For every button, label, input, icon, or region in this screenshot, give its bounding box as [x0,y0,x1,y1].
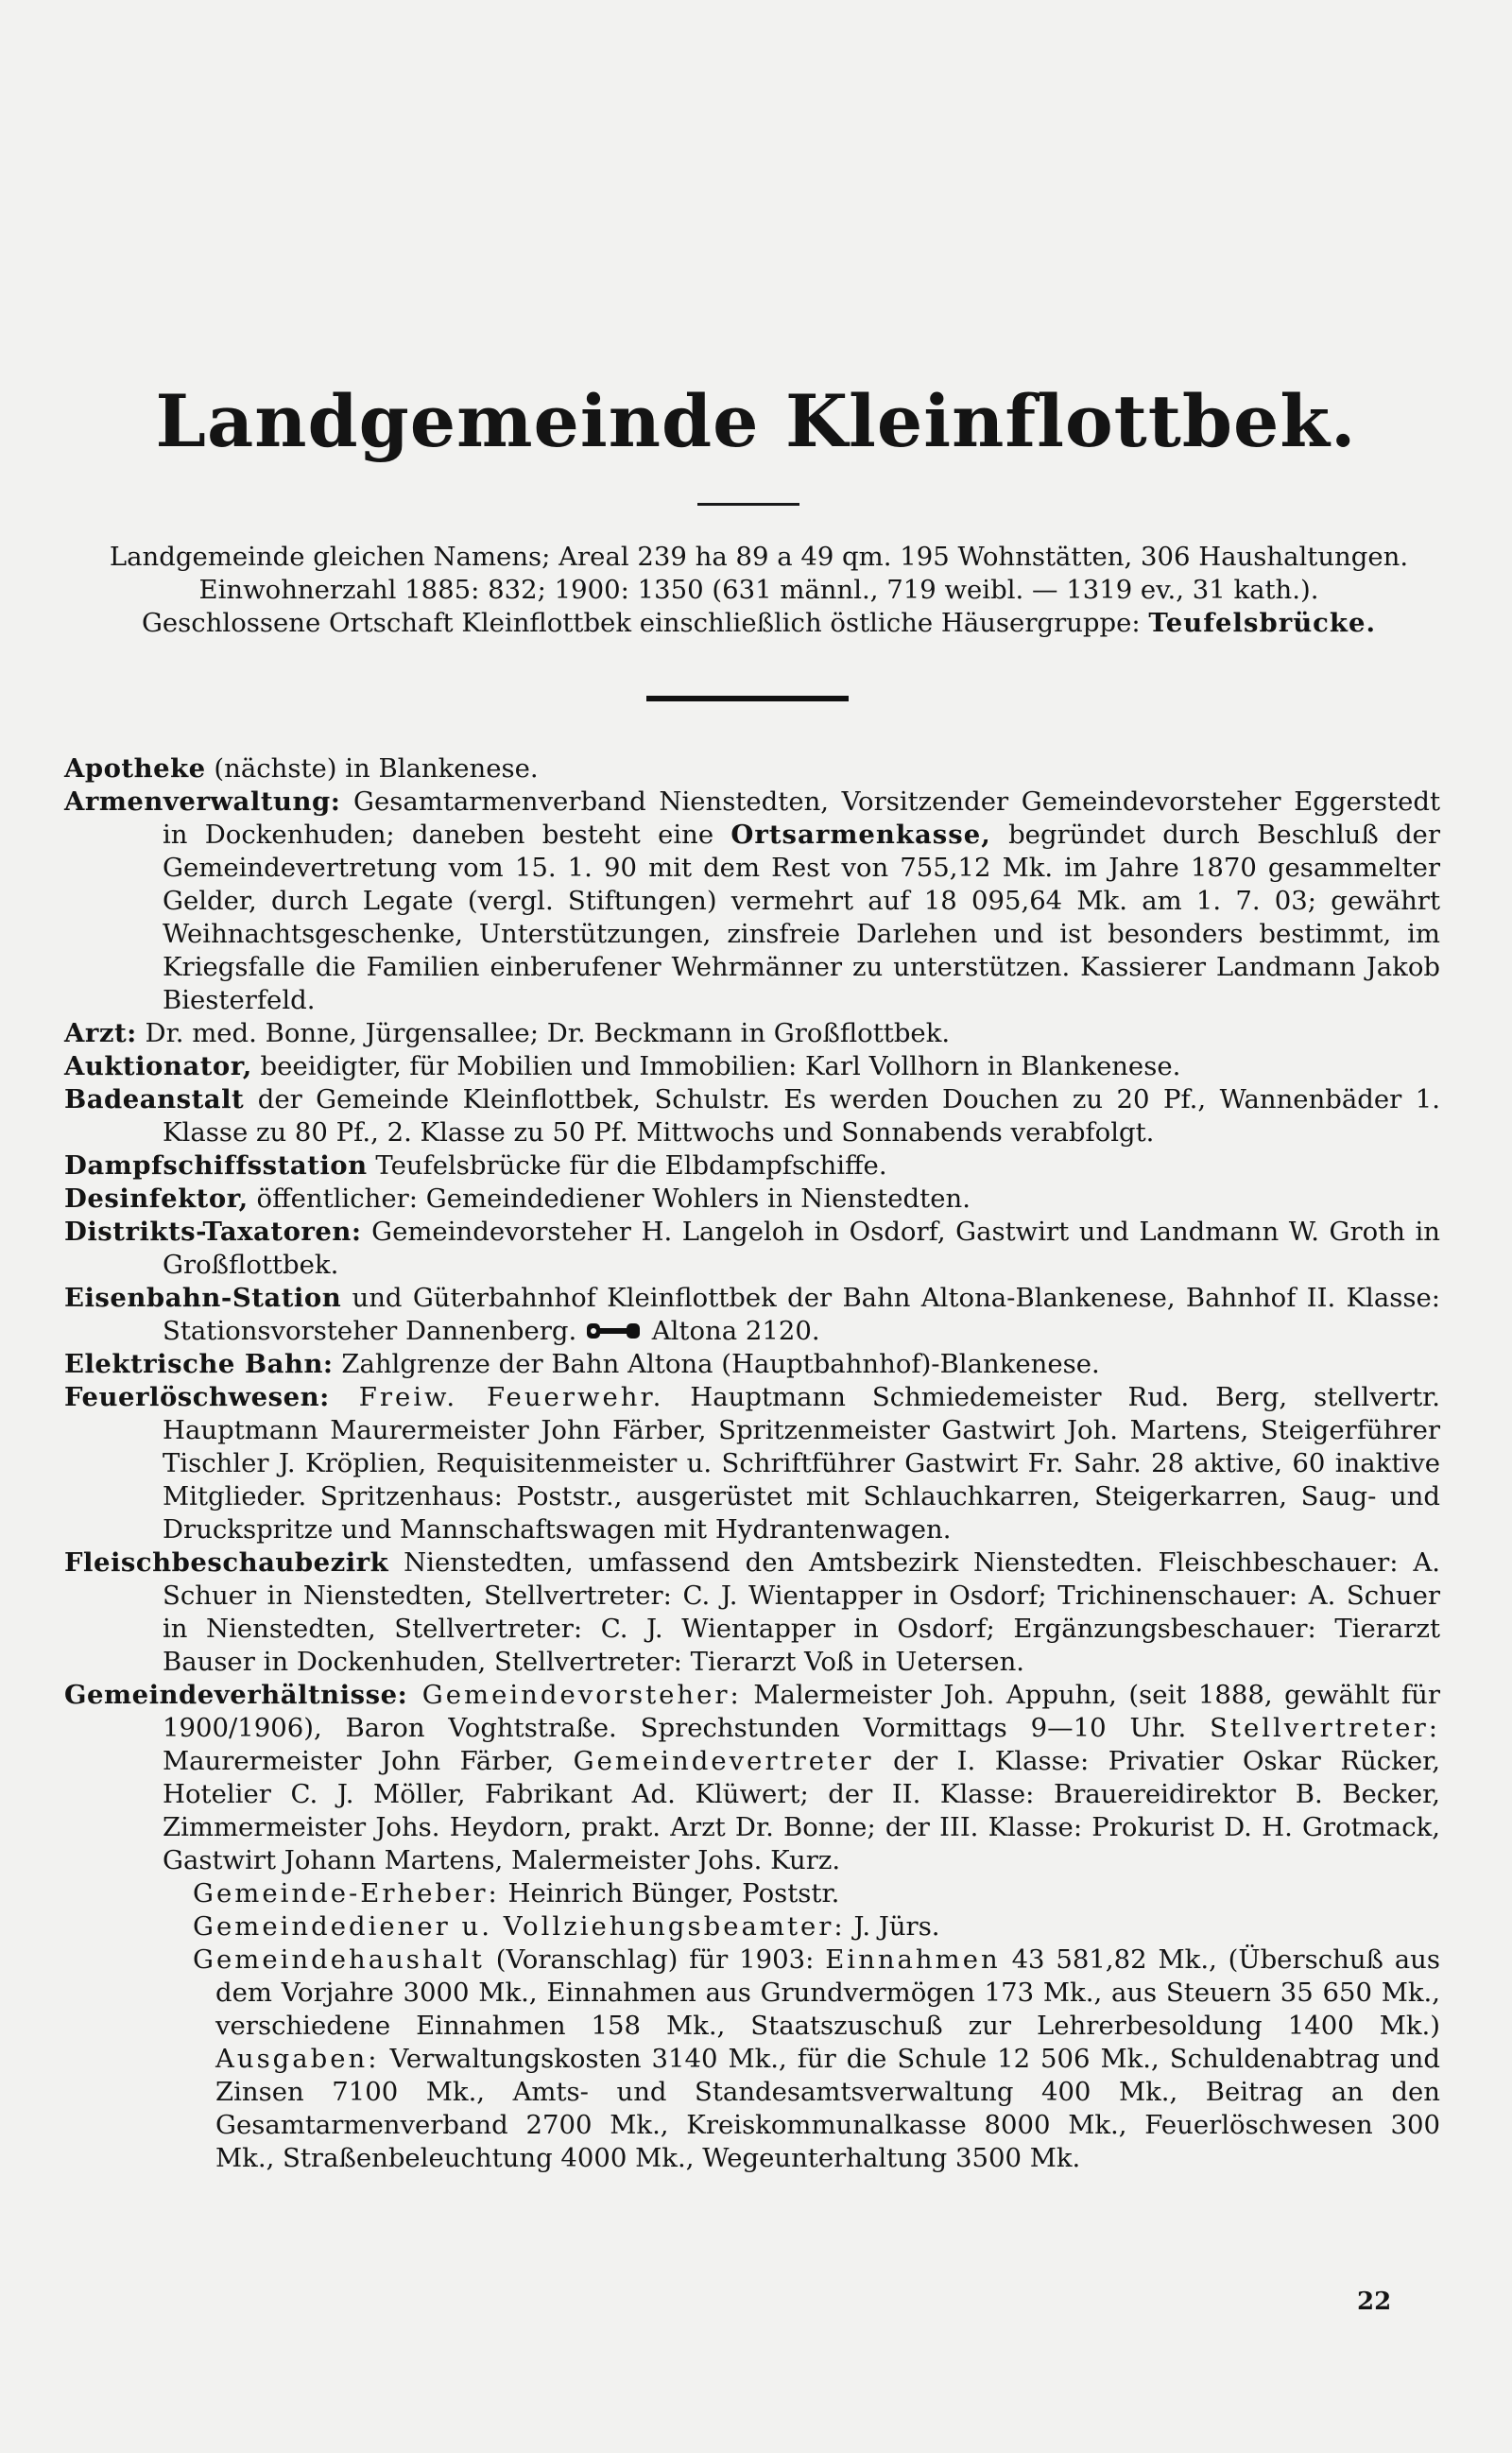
entry-term: Elektrische Bahn: [64,1349,334,1379]
spaced-label: Gemeindevorsteher: [407,1680,742,1710]
sub-label: Gemeindediener u. Vollziehungsbeamter: [193,1911,846,1942]
sub-entry-gemeindediener: Gemeindediener u. Vollziehungsbeamter: J. Jürs. [193,1911,940,1942]
entry-dampfschiffsstation: Dampfschiffsstation Teufelsbrücke für die Elbdampfschiffe. [64,1150,887,1181]
entry-feuerloeschwesen: Feuerlöschwesen: Freiw. Feuerwehr. Hauptmann Schmiedemeister Rud. Berg, stellvertr. Hauptmann Maurermeister John Färber, Spritzenmeister Gastwirt Joh. Martens, Steigerführer Tischler J. Kröplien, Requisitenmeister u. Schriftführer Gastwirt Fr. Sahr. 28 aktive, 60 inaktive Mitglieder. Spritzenhaus: Poststr., ausgerüstet mit Schlauchkarren, Steigerkarren, Saug- und Druckspritze und Mannschaftswagen mit Hydrantenwagen. [64,1382,1440,1545]
spaced-label: Gemeindevertreter [573,1746,874,1776]
telephone-receiver-icon [585,1321,644,1341]
entry-term: Dampfschiffsstation [64,1150,368,1181]
entry-eisenbahn-station: Eisenbahn-Station und Güterbahnhof Kleinflottbek der Bahn Altona-Blankenese, Bahnhof II. Klasse: Stationsvorsteher Dannenberg. Altona 2120. [64,1283,1440,1346]
entry-apotheke: Apotheke (nächste) in Blankenese. [64,753,539,784]
intro-line-area: Landgemeinde gleichen Namens; Areal 239 ha 89 a 49 qm. 195 Wohnstätten, 306 Haushaltungen. [109,542,1409,572]
spaced-label: Stellvertreter: [1210,1713,1440,1743]
feuerwehr-label: Freiw. Feuerwehr. [329,1382,664,1412]
ortsarmenkasse-label: Ortsarmenkasse, [730,820,991,850]
entry-fleischbeschaubezirk: Fleischbeschaubezirk Nienstedten, umfassend den Amtsbezirk Nienstedten. Fleischbeschauer: A. Schuer in Nienstedten, Stellvertreter: C. J. Wientapper in Osdorf; Trichinenschauer: A. Schuer in Nienstedten, Stellvertreter: C. J. Wientapper in Osdorf; Ergänzungsbeschauer: Tierarzt Bauser in Dockenhuden, Stellvertreter: Tierarzt Voß in Uetersen. [64,1547,1440,1677]
spaced-label: Ausgaben: [215,2044,380,2074]
entry-term: Gemeindeverhältnisse: [64,1680,408,1710]
entry-desinfektor: Desinfektor, öffentlicher: Gemeindediener Wohlers in Nienstedten. [64,1183,971,1214]
entry-term: Apotheke [64,753,206,784]
title-divider [697,503,799,506]
page-number: 22 [1357,2288,1392,2316]
sub-entry-erheber: Gemeinde-Erheber: Heinrich Bünger, Poststr. [193,1878,840,1909]
entry-badeanstalt: Badeanstalt der Gemeinde Kleinflottbek, Schulstr. Es werden Douchen zu 20 Pf., Wannenbäder 1. Klasse zu 80 Pf., 2. Klasse zu 50 Pf. Mittwochs und Sonnabends verabfolgt. [64,1084,1440,1148]
entry-term: Distrikts-Taxatoren: [64,1217,362,1247]
entry-term: Badeanstalt [64,1084,245,1114]
entry-term: Feuerlöschwesen: [64,1382,330,1412]
entry-term: Desinfektor, [64,1183,249,1214]
section-divider [646,696,849,701]
entry-distrikts-taxatoren: Distrikts-Taxatoren: Gemeindevorsteher H. Langeloh in Osdorf, Gastwirt und Landmann W. Groth in Großflottbek. [64,1217,1440,1280]
intro-line-locality: Geschlossene Ortschaft Kleinflottbek einschließlich östliche Häusergruppe: Teufelsbrücke. [141,608,1377,638]
spaced-label: Einnahmen [825,1944,1001,1975]
entry-elektrische-bahn: Elektrische Bahn: Zahlgrenze der Bahn Altona (Hauptbahnhof)-Blankenese. [64,1349,1100,1379]
entry-arzt: Arzt: Dr. med. Bonne, Jürgensallee; Dr. Beckmann in Großflottbek. [64,1018,951,1048]
intro-block [64,541,1453,640]
entries-list [64,752,1440,2175]
page-title: Landgemeinde Kleinflottbek. [155,379,1357,463]
entry-term: Auktionator, [64,1051,252,1081]
entry-term: Eisenbahn-Station [64,1283,342,1313]
sub-entry-gemeindehaushalt: Gemeindehaushalt (Voranschlag) für 1903: Einnahmen 43 581,82 Mk., (Überschuß aus dem Vorjahre 3000 Mk., Einnahmen aus Grundvermögen 173 Mk., aus Steuern 35 650 Mk., verschiedene Einnahmen 158 Mk., Staatszuschuß zur Lehrerbesoldung 1400 Mk.) Ausgaben: Verwaltungskosten 3140 Mk., für die Schule 12 506 Mk., Schuldenabtrag und Zinsen 7100 Mk., Amts- und Standesamtsverwaltung 400 Mk., Beitrag an den Gesamtarmenverband 2700 Mk., Kreiskommunalkasse 8000 Mk., Feuerlöschwesen 300 Mk., Straßenbeleuchtung 4000 Mk., Wegeunterhaltung 3500 Mk. [193,1944,1440,2173]
intro-line-population: Einwohnerzahl 1885: 832; 1900: 1350 (631 männl., 719 weibl. — 1319 ev., 31 kath.). [198,575,1319,605]
entry-armenverwaltung: Armenverwaltung: Gesamtarmenverband Nienstedten, Vorsitzender Gemeindevorsteher Eggerstedt in Dockenhuden; daneben besteht eine Ortsarmenkasse, begründet durch Beschluß der Gemeindevertretung vom 15. 1. 90 mit dem Rest von 755,12 Mk. im Jahre 1870 gesammelter Gelder, durch Legate (vergl. Stiftungen) vermehrt auf 18 095,64 Mk. am 1. 7. 03; gewährt Weihnachtsgeschenke, Unterstützungen, zinsfreie Darlehen und ist besonders bestimmt, im Kriegsfalle die Familien einberufener Wehrmänner zu unterstützen. Kassierer Landmann Jakob Biesterfeld. [64,786,1440,1015]
phone-number: Altona 2120. [651,1316,820,1346]
locality-name: Teufelsbrücke. [1148,608,1377,638]
sub-label: Gemeindehaushalt [193,1944,485,1975]
entry-term: Armenverwaltung: [64,786,341,817]
entry-auktionator: Auktionator, beeidigter, für Mobilien und Immobilien: Karl Vollhorn in Blankenese. [64,1051,1181,1081]
entry-gemeindeverhaeltnisse: Gemeindeverhältnisse: Gemeindevorsteher: Malermeister Joh. Appuhn, (seit 1888, gewählt für 1900/1906), Baron Voghtstraße. Sprechstunden Vormittags 9—10 Uhr. Stellvertreter: Maurermeister John Färber, Gemeindevertreter der I. Klasse: Privatier Oskar Rücker, Hotelier C. J. Möller, Fabrikant Ad. Klüwert; der II. Klasse: Brauereidirektor B. Becker, Zimmermeister Johs. Heydorn, prakt. Arzt Dr. Bonne; der III. Klasse: Prokurist D. H. Grotmack, Gastwirt Johann Martens, Malermeister Johs. Kurz. [64,1680,1440,1875]
sub-label: Gemeinde-Erheber: [193,1878,500,1909]
entry-term: Fleischbeschaubezirk [64,1547,389,1578]
entry-term: Arzt: [64,1018,137,1048]
